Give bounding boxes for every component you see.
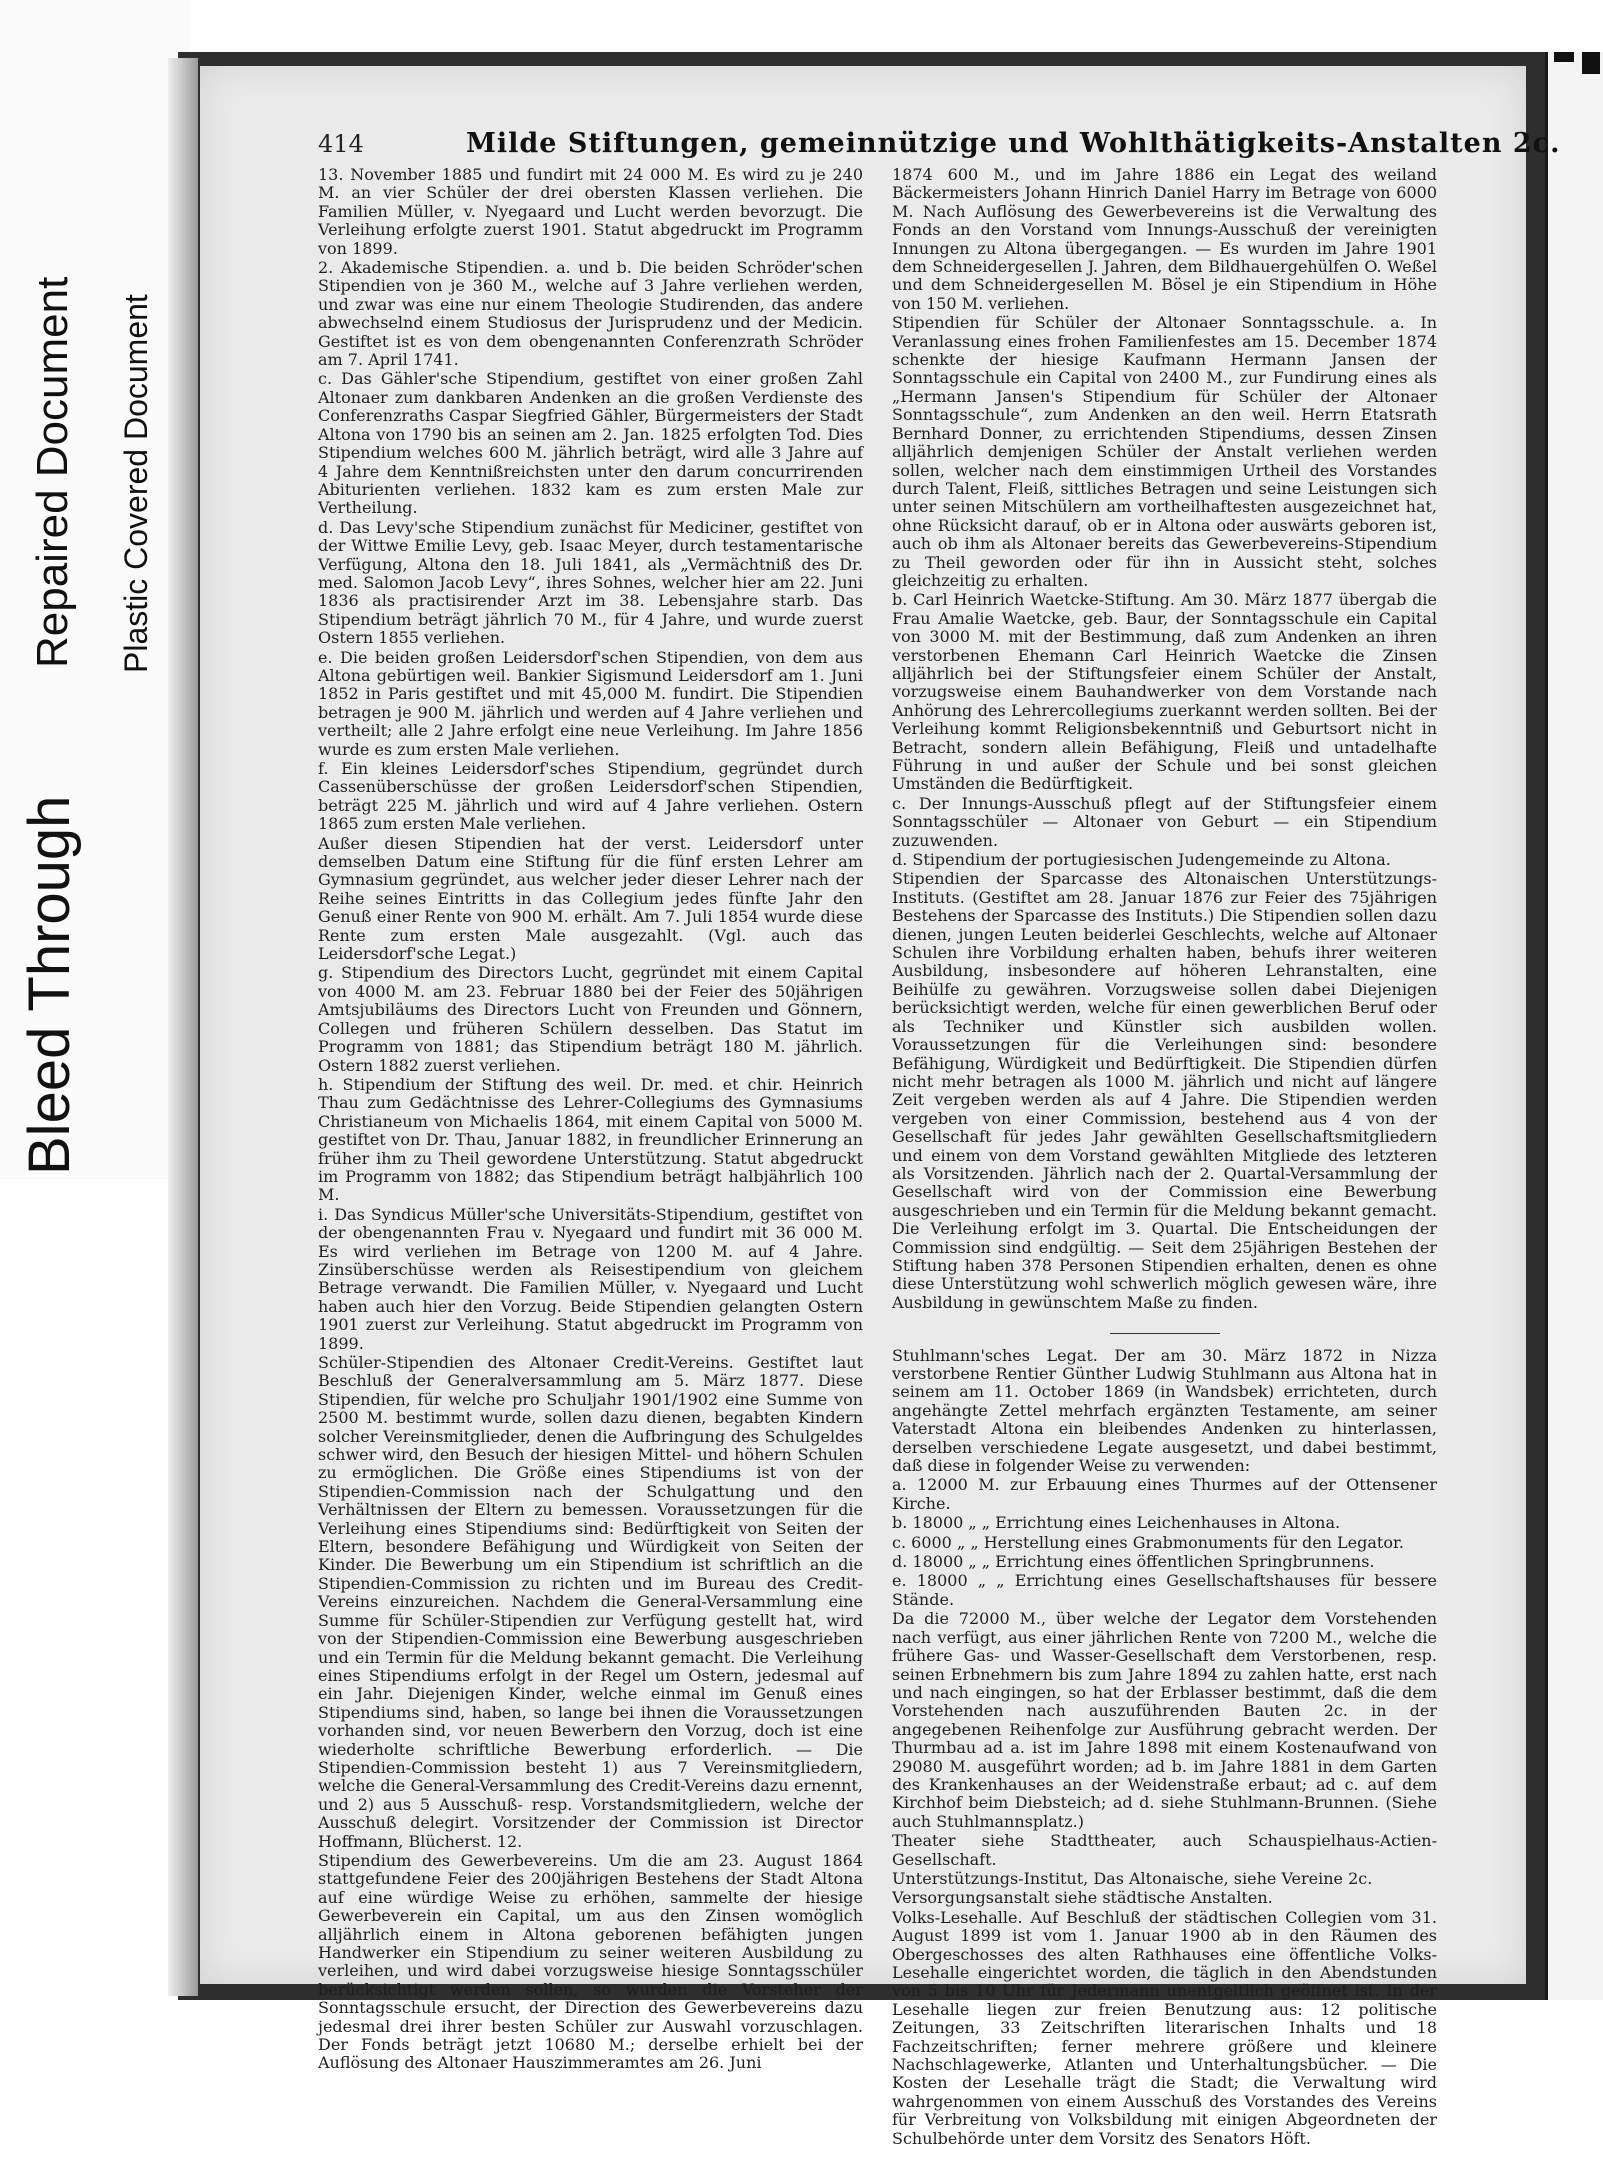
legate-item: d. 18000 „ „ Errichtung eines öffentlichen Springbrunnens. — [892, 1552, 1375, 1572]
plastic-covered-label: Plastic Covered Document — [118, 294, 154, 673]
scan-mark — [1554, 52, 1574, 62]
left-column — [318, 165, 863, 2073]
legate-item: a. 12000 M. zur Erbauung eines Thurmes auf der Ottensener Kirche. — [892, 1475, 1437, 1513]
page-header — [318, 128, 1561, 164]
paragraph: Da die 72000 M., über welche der Legator dem Vorstehenden nach verfügt, aus einer jährlichen Rente von 7200 M., welche die frühere Gas- und Wasser-Gesellschaft dem Verstorbenen, resp. seinen Erbnehmern bis zum Jahre 1894 zu zahlen hatte, erst nach und nach eingingen, so hat der Erblasser bestimmt, daß die dem Vorstehenden nach auszuführenden Bauten 2c. in der angegebenen Reihenfolge zur Ausführung gebracht werden. Der Thurmbau ad a. ist im Jahre 1898 mit einem Kostenaufwand von 29080 M. ausgeführt worden; ad b. im Jahre 1881 in dem Garten des Krankenhauses an der Weidenstraße erbaut; ad c. auf dem Kirchhof beim Diebsteich; ad d. siehe Stuhlmann-Brunnen. (Siehe auch Stuhlmannsplatz.) — [892, 1609, 1437, 1831]
paragraph: Stipendien für Schüler der Altonaer Sonntagsschule. a. In Veranlassung eines frohen Familienfestes am 15. December 1874 schenkte der hiesige Kaufmann Hermann Jansen der Sonntagsschule ein Capital von 2400 M., zur Fundirung eines als „Hermann Jansen's Stipendium für Schüler der Altonaer Sonntagsschule“, zum Andenken an den weil. Herrn Etatsrath Bernhard Donner, zu errichtenden Stipendiums, dessen Zinsen alljährlich demjenigen Schüler der Anstalt verliehen werden sollen, welcher nach dem einstimmigen Urtheil des Vorstandes durch Talent, Fleiß, sittliches Betragen und seine Leistungen sich unter seinen Mitschülern am vortheilhaftesten ausgezeichnet hat, ohne Rücksicht darauf, ob er in Altona oder auswärts geboren ist, auch ob ihm als Altonaer bereits das Gewerbevereins-Stipendium zu Theil geworden oder für ihn in Aussicht steht, solches gleichzeitig zu erhalten. — [892, 313, 1437, 590]
label-panel — [0, 0, 190, 1180]
paragraph: i. Das Syndicus Müller'sche Universitäts-Stipendium, gestiftet von der obengenannten Frau v. Nyegaard und fundirt mit 36 000 M. Es wird verliehen im Betrage von 1200 M. auf 4 Jahre. Zinsüberschüsse werden als Reisestipendium von gleichem Betrage verwandt. Die Familien Müller, v. Nyegaard und Lucht haben auch hier den Vorzug. Beide Stipendien gelangten Ostern 1901 zuerst zur Verleihung. Statut abgedruckt im Programm von 1899. — [318, 1204, 863, 1353]
scan-mark — [1582, 52, 1600, 74]
document-page — [200, 66, 1561, 2148]
paragraph: c. Das Gähler'sche Stipendium, gestiftet von einer großen Zahl Altonaer zum dankbaren Andenken an die großen Verdienste des Conferenzraths Caspar Siegfried Gähler, Bürgermeisters der Stadt Altona von 1790 bis an seinen am 2. Jan. 1825 erfolgten Tod. Dies Stipendium welches 600 M. jährlich beträgt, wird alle 3 Jahre auf 4 Jahre dem Kenntnißreichsten unter den darum concurrirenden Abiturienten verliehen. 1832 kam es zum ersten Male zur Vertheilung. — [318, 369, 863, 518]
paragraph: e. Die beiden großen Leidersdorf'schen Stipendien, von dem aus Altona gebürtigen weil. Bankier Sigismund Leidersdorf am 1. Juni 1852 in Paris gestiftet und mit 45,000 M. fundirt. Die Stipendien betragen je 900 M. jährlich und werden auf 4 Jahre verliehen und vertheilt; alle 2 Jahre erfolgt eine neue Verleihung. Im Jahre 1856 wurde es zum ersten Male verliehen. — [318, 647, 863, 759]
paragraph: Theater siehe Stadttheater, auch Schauspielhaus-Actien-Gesellschaft. — [892, 1831, 1437, 1869]
paragraph: Volks-Lesehalle. Auf Beschluß der städtischen Collegien vom 31. August 1899 ist vom 1. Januar 1900 ab in den Räumen des Obergeschosses des alten Rathhauses eine öffentliche Volks-Lesehalle eingerichtet worden, die täglich in den Abendstunden von 5 bis 10 Uhr für Jedermann unentgeltlich geöffnet ist. In der Lesehalle liegen zur freien Benutzung aus: 12 politische Zeitungen, 33 Zeitschriften literarischen Inhalts und 18 Fachzeitschriften; ferner mehrere größere und kleinere Nachschlagewerke, Atlanten und Unterhaltungsbücher. — Die Kosten der Lesehalle trägt die Stadt; die Verwaltung wird wahrgenommen von einem Ausschuß des Vorstandes des Vereins für Verbreitung von Volksbildung mit einigen Abgeordneten der Schulbehörde unter dem Vorsitz des Senators Höft. — [892, 1907, 1437, 2148]
paragraph: Stipendien der Sparcasse des Altonaischen Unterstützungs-Instituts. (Gestiftet am 28. Januar 1876 zur Feier des 75jährigen Bestehens der Sparcasse des Instituts.) Die Stipendien sollen dazu dienen, jungen Leuten beiderlei Geschlechts, welche auf Altonaer Schulen ihre Vorbildung erhalten haben, behufs ihrer weiteren Ausbildung, insbesondere auf höheren Lehranstalten, eine Beihülfe zu gewähren. Vorzugsweise sollen dabei Diejenigen berücksichtigt werden, welche für einen gewerblichen Beruf oder als Techniker und Künstler sich ausbilden wollen. Voraussetzungen für die Verleihungen sind: besondere Befähigung, Würdigkeit und Bedürftigkeit. Die Stipendien dürfen nicht mehr betragen als 1000 M. jährlich und nicht auf längere Zeit vergeben werden als auf 4 Jahre. Die Stipendien werden vergeben von einer Commission, bestehend aus 4 von der Gesellschaft für jedes Jahr gewählten Gesellschaftsmitgliedern und einem von dem Vorstand gewählten Mitgliede des letzteren als Vorsitzenden. Jährlich nach der 2. Quartal-Versammlung der Gesellschaft wird von der Commission eine Bewerbung ausgeschrieben und ein Termin für die Meldung bekannt gemacht. Die Verleihung erfolgt im 3. Quartal. Die Entscheidungen der Commission sind endgültig. — Seit dem 25jährigen Bestehen der Stiftung haben 378 Personen Stipendien erhalten, denen es ohne diese Unterstützung wohl schwerlich möglich gewesen wäre, ihre Ausbildung in gewünschtem Maße zu finden. — [892, 869, 1437, 1312]
page-number: 414 — [318, 130, 364, 158]
section-divider — [892, 1320, 1437, 1338]
paragraph: Stuhlmann'sches Legat. Der am 30. März 1872 in Nizza verstorbene Rentier Günther Ludwig Stuhlmann aus Altona hat in seinem am 11. October 1869 (in Wandsbek) errichteten, durch angehängte Zettel mehrfach ergänzten Testamente, am seiner Vaterstadt Altona ein bleibendes Andenken zu hinterlassen, derselben verschiedene Legate ausgesetzt, und dabei bestimmt, daß diese in folgender Weise zu verwenden: — [892, 1345, 1437, 1476]
paragraph: Außer diesen Stipendien hat der verst. Leidersdorf unter demselben Datum eine Stiftung für die fünf ersten Lehrer am Gymnasium gegründet, aus welcher jeder dieser Lehrer nach der Reihe seines Eintritts in das Collegium jedes fünfte Jahr den Genuß einer Rente von 900 M. erhält. Am 7. Juli 1854 wurde diese Rente zum ersten Male ausgezahlt. (Vgl. auch das Leidersdorf'sche Legat.) — [318, 833, 863, 964]
paragraph: 13. November 1885 und fundirt mit 24 000 M. Es wird zu je 240 M. an vier Schüler der drei obersten Klassen verliehen. Die Familien Müller, v. Nyegaard und Lucht werden bevorzugt. Die Verleihung erfolgte zuerst 1901. Statut abgedruckt im Programm von 1899. — [318, 165, 863, 258]
paragraph: c. Der Innungs-Ausschuß pflegt auf der Stiftungsfeier einem Sonntagsschüler — Altonaer von Geburt — ein Stipendium zuzuwenden. — [892, 793, 1437, 850]
paragraph: Schüler-Stipendien des Altonaer Credit-Vereins. Gestiftet laut Beschluß der Generalversammlung am 5. März 1877. Diese Stipendien, für welche pro Schuljahr 1901/1902 eine Summe von 2500 M. bestimmt wurde, sollen dazu dienen, begabten Kindern solcher Vereinsmitglieder, denen die Aufbringung des Schulgeldes schwer wird, den Besuch der hiesigen Mittel- und höhern Schulen zu ermöglichen. Die Größe eines Stipendiums ist von der Stipendien-Commission nach der Schulgattung und den Verhältnissen der Eltern zu bemessen. Voraussetzungen für die Verleihung eines Stipendiums sind: Bedürftigkeit von Seiten der Eltern, besondere Befähigung und Würdigkeit von Seiten der Kinder. Die Bewerbung um ein Stipendium ist schriftlich an die Stipendien-Commission zu richten und im Bureau des Credit-Vereins einzureichen. Nachdem die General-Versammlung eine Summe für Schüler-Stipendien zur Verfügung gestellt hat, wird von der Stipendien-Commission eine Bewerbung ausgeschrieben und ein Termin für die Meldung bekannt gemacht. Die Verleihung eines Stipendiums erfolgt in der Regel um Ostern, jedesmal auf ein Jahr. Diejenigen Kinder, welche einmal im Genuß eines Stipendiums sind, haben, so lange bei ihnen die Voraussetzungen vorhanden sind, vor neuen Bewerbern den Vorzug, doch ist eine wiederholte schriftliche Bewerbung erforderlich. — Die Stipendien-Commission besteht 1) aus 7 Vereinsmitgliedern, welche die General-Versammlung des Credit-Vereins dazu ernennt, und 2) aus 5 Ausschuß- resp. Vorstandsmitgliedern, welche der Ausschuß delegirt. Vorsitzender der Commission ist Director Hoffmann, Blücherst. 12. — [318, 1353, 863, 1851]
right-column — [892, 165, 1437, 2148]
paragraph: Versorgungsanstalt siehe städtische Anstalten. — [892, 1888, 1273, 1908]
paragraph: d. Stipendium der portugiesischen Judengemeinde zu Altona. — [892, 850, 1391, 870]
paragraph: Unterstützungs-Institut, Das Altonaische, siehe Vereine 2c. — [892, 1868, 1373, 1888]
legate-item: b. 18000 „ „ Errichtung eines Leichenhauses in Altona. — [892, 1513, 1341, 1533]
legate-item: e. 18000 „ „ Errichtung eines Gesellschaftshauses für bessere Stände. — [892, 1571, 1437, 1609]
adjacent-page-strip — [1545, 52, 1603, 2000]
paragraph: b. Carl Heinrich Waetcke-Stiftung. Am 30. März 1877 übergab die Frau Amalie Waetcke, geb. Baur, der Sonntagsschule ein Capital von 3000 M. mit der Bestimmung, daß zum Andenken an ihren verstorbenen Ehemann Carl Heinrich Waetcke die Zinsen alljährlich bei der Stiftungsfeier einem Schüler der Anstalt, vorzugsweise einem Bauhandwerker von dem Vorstande nach Anhörung des Lehrercollegiums zuerkannt werden sollten. Bei der Verleihung kommt Religionsbekenntniß und Geburtsort nicht in Betracht, sondern allein Befähigung, Fleiß und untadelhafte Führung in und außer der Schule und bei sonst gleichen Umständen die Bedürftigkeit. — [892, 590, 1437, 794]
plastic-cover-edge — [168, 58, 198, 1996]
paragraph: g. Stipendium des Directors Lucht, gegründet mit einem Capital von 4000 M. am 23. Februar 1880 bei der Feier des 50jährigen Amtsjubiläums des Directors Lucht von Freunden und Gönnern, Collegen und früheren Schülern desselben. Das Statut im Programm von 1881; das Stipendium beträgt 180 M. jährlich. Ostern 1882 zuerst verliehen. — [318, 963, 863, 1075]
paragraph: h. Stipendium der Stiftung des weil. Dr. med. et chir. Heinrich Thau zum Gedächtnisse des Lehrer-Collegiums des Gymnasiums Christianeum von Michaelis 1864, mit einem Capital von 5000 M. gestiftet von Dr. Thau, Januar 1882, in freundlicher Erinnerung an früher ihm zu Theil gewordene Unterstützung. Statut abgedruckt im Programm von 1882; das Stipendium beträgt halbjährlich 100 M. — [318, 1074, 863, 1205]
paragraph: d. Das Levy'sche Stipendium zunächst für Mediciner, gestiftet von der Wittwe Emilie Levy, geb. Isaac Meyer, durch testamentarische Verfügung, Altona den 18. Juli 1841, als „Vermächtniß des Dr. med. Salomon Jacob Levy“, ihres Sohnes, welcher hier am 22. Juni 1836 als practisirender Arzt im 38. Lebensjahre starb. Das Stipendium beträgt jährlich 70 M., für 4 Jahre, und wurde zuerst Ostern 1855 verliehen. — [318, 517, 863, 648]
running-title: Milde Stiftungen, gemeinnützige und Wohlthätigkeits-Anstalten 2c. — [466, 128, 1561, 159]
paragraph: Stipendium des Gewerbevereins. Um die am 23. August 1864 stattgefundene Feier des 200jährigen Bestehens der Stadt Altona auf eine würdige Weise zu erhöhen, sammelte der hiesige Gewerbeverein ein Capital, um aus den Zinsen womöglich alljährlich einem in Altona geborenen befähigten jungen Handwerker ein Stipendium zu seiner weiteren Ausbildung zu verleihen, und wird dabei vorzugsweise hiesige Sonntagsschüler berücksichtigt werden sollen, so wurden die Vorsteher der Sonntagsschule ersucht, der Direction des Gewerbevereins dazu jedesmal drei ihrer besten Schüler zur Auswahl vorzuschlagen. Der Fonds beträgt jetzt 10680 M.; derselbe erhielt bei der Auflösung des Altonaer Hauszimmeramtes am 26. Juni — [318, 1850, 863, 2073]
paragraph: 1874 600 M., und im Jahre 1886 ein Legat des weiland Bäckermeisters Johann Hinrich Daniel Harry im Betrage von 6000 M. Nach Auflösung des Gewerbevereins ist die Verwaltung des Fonds an den Vorstand vom Innungs-Ausschuß der vereinigten Innungen zu Altona übergegangen. — Es wurden im Jahre 1901 dem Schneidergesellen J. Jahren, dem Bildhauergehülfen O. Weßel und dem Schneidergesellen M. Bösel je ein Stipendium in Höhe von 150 M. verliehen. — [892, 165, 1437, 313]
paragraph: f. Ein kleines Leidersdorf'sches Stipendium, gegründet durch Cassenüberschüsse der großen Leidersdorf'schen Stipendien, beträgt 225 M. jährlich und wird auf 4 Jahre verliehen. Ostern 1865 zum ersten Male verliehen. — [318, 759, 863, 834]
legate-item: c. 6000 „ „ Herstellung eines Grabmonuments für den Legator. — [892, 1532, 1404, 1552]
bleed-through-label: Bleed Through — [17, 795, 82, 1175]
paragraph: 2. Akademische Stipendien. a. und b. Die beiden Schröder'schen Stipendien von je 360 M., welche auf 3 Jahre verliehen werden, und zwar was eine nur einem Theologie Studirenden, das andere abwechselnd einem Studiosus der Jurisprudenz und der Medicin. Gestiftet ist es von dem obengenannten Conferenzrath Schröder am 7. April 1741. — [318, 258, 863, 370]
repaired-document-label: Repaired Document — [28, 276, 77, 668]
